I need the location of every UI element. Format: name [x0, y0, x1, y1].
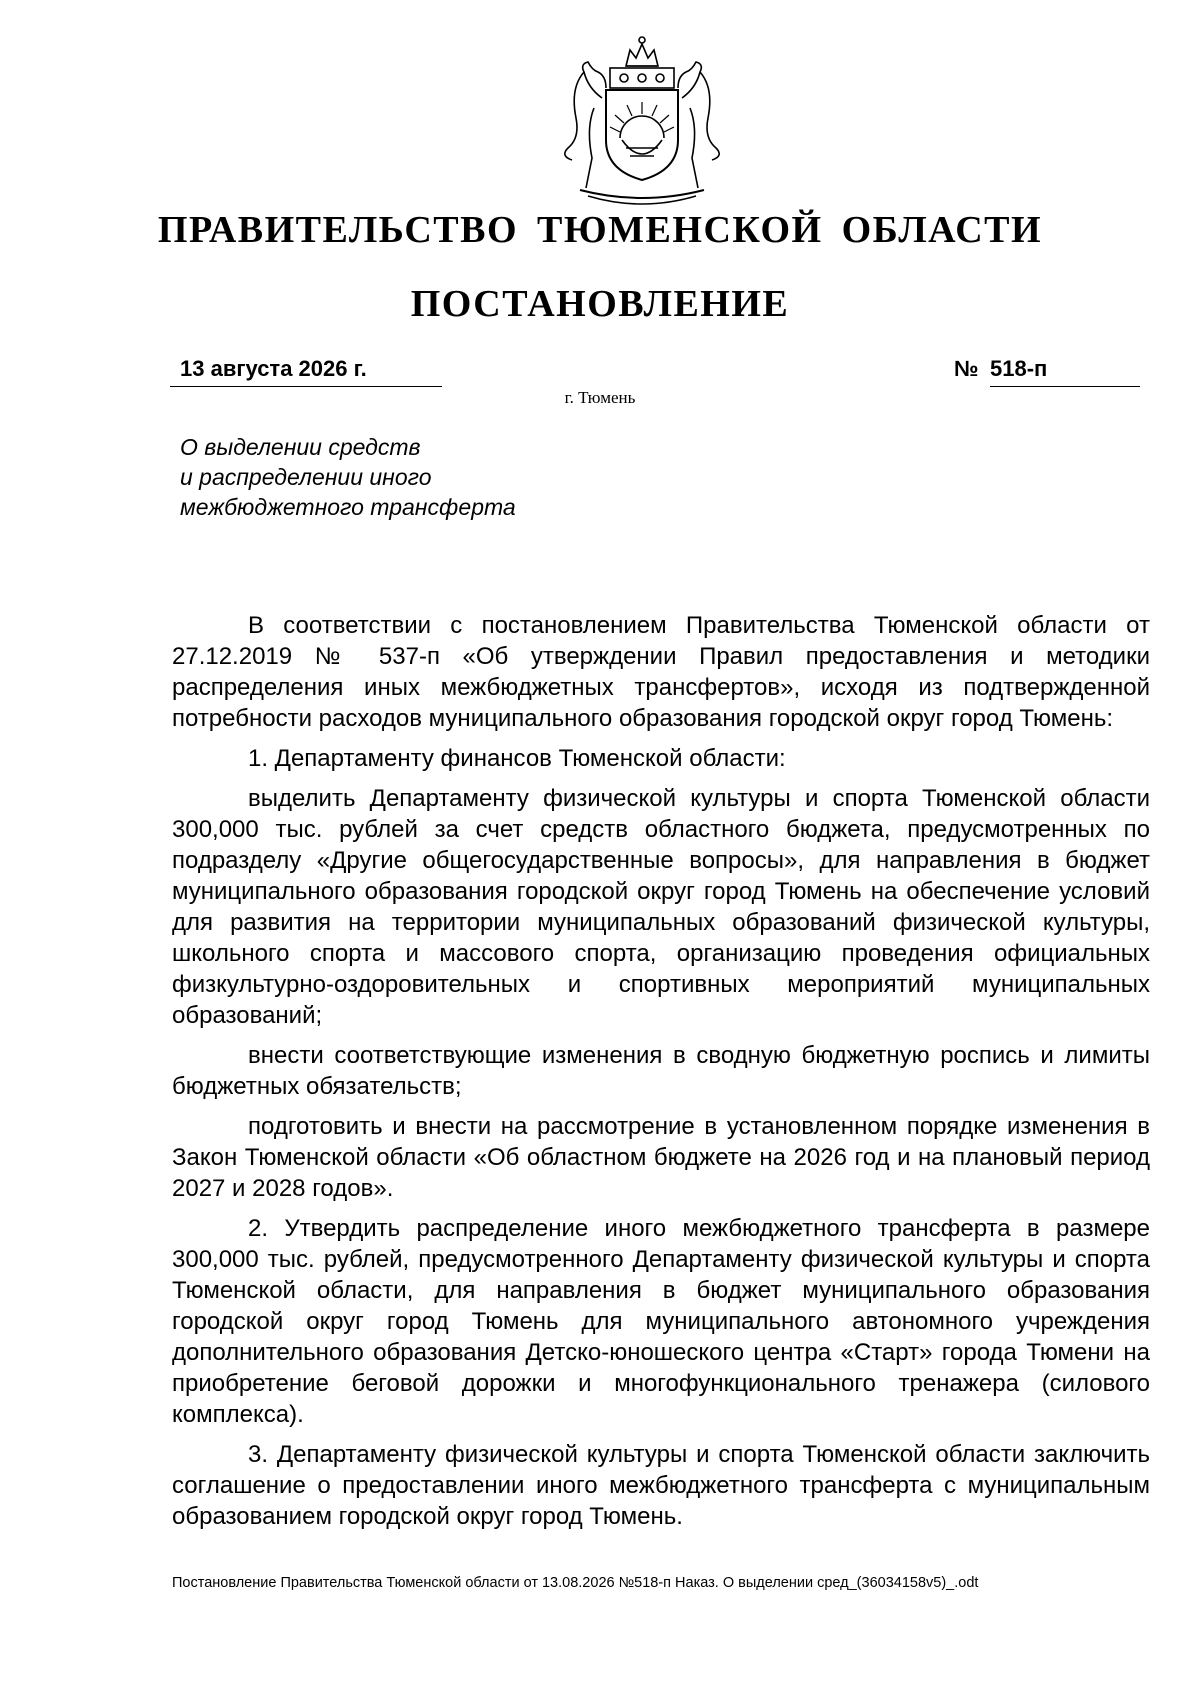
document-subject	[180, 432, 640, 522]
page-footer: Постановление Правительства Тюменской области от 13.08.2026 №518-п Наказ. О выделении сред_(36034158v5)_.odt	[172, 1575, 979, 1591]
document-number: 518-п	[990, 356, 1140, 387]
body-paragraph: 3. Департаменту физической культуры и спорта Тюменской области заключить соглашение о предоставлении иного межбюджетного трансферта с муниципальным образованием городской округ город Тюмень.	[172, 1441, 1150, 1530]
body-paragraph: подготовить и внести на рассмотрение в установленном порядке изменения в Закон Тюменской области «Об областном бюджете на 2026 год и на плановый период 2027 и 2028 годов».	[172, 1113, 1150, 1202]
government-title: ПРАВИТЕЛЬСТВО ТЮМЕНСКОЙ ОБЛАСТИ	[157, 209, 1043, 251]
body-paragraph: 1. Департаменту финансов Тюменской области:	[248, 745, 786, 772]
document-date: 13 августа 2026 г.	[170, 356, 442, 387]
body-paragraph: выделить Департаменту физической культуры и спорта Тюменской области 300,000 тыс. рублей за счет средств областного бюджета, предусмотренных по подразделу «Другие общегосударственные вопросы», для направления в бюджет муниципального образования городской округ город Тюмень на обеспечение условий для развития на территории муниципальных образований физической культуры, школьного спорта и массового спорта, организацию проведения официальных физкультурно-оздоровительных и спортивных мероприятий муниципальных образований;	[172, 785, 1150, 1029]
body-paragraph: 2. Утвердить распределение иного межбюджетного трансферта в размере 300,000 тыс. рублей, предусмотренного Департаменту физической культуры и спорта Тюменской области, для направления в бюджет муниципального образования городской округ город Тюмень для муниципального автономного учреждения дополнительного образования Детско-юношеского центра «Старт» города Тюмени на приобретение беговой дорожки и многофункционального тренажера (силового комплекса).	[172, 1215, 1150, 1428]
document-city: г. Тюмень	[564, 388, 636, 407]
subject-line: О выделении средств	[180, 434, 421, 460]
body-paragraph: внести соответствующие изменения в сводную бюджетную роспись и лимиты бюджетных обязательств;	[172, 1042, 1150, 1100]
body-paragraph: В соответствии с постановлением Правительства Тюменской области от 27.12.2019 № 537-п «Об утверждении Правил предоставления и методики распределения иных межбюджетных трансфертов», исходя из подтвержденной потребности расходов муниципального образования городской округ город Тюмень:	[172, 612, 1150, 732]
subject-line: и распределении иного	[180, 464, 432, 490]
document-type-title: ПОСТАНОВЛЕНИЕ	[410, 283, 790, 325]
subject-line: межбюджетного трансферта	[180, 494, 516, 520]
number-label: №	[954, 356, 979, 381]
document-body	[172, 610, 1150, 1541]
coat-of-arms-icon	[540, 28, 744, 213]
